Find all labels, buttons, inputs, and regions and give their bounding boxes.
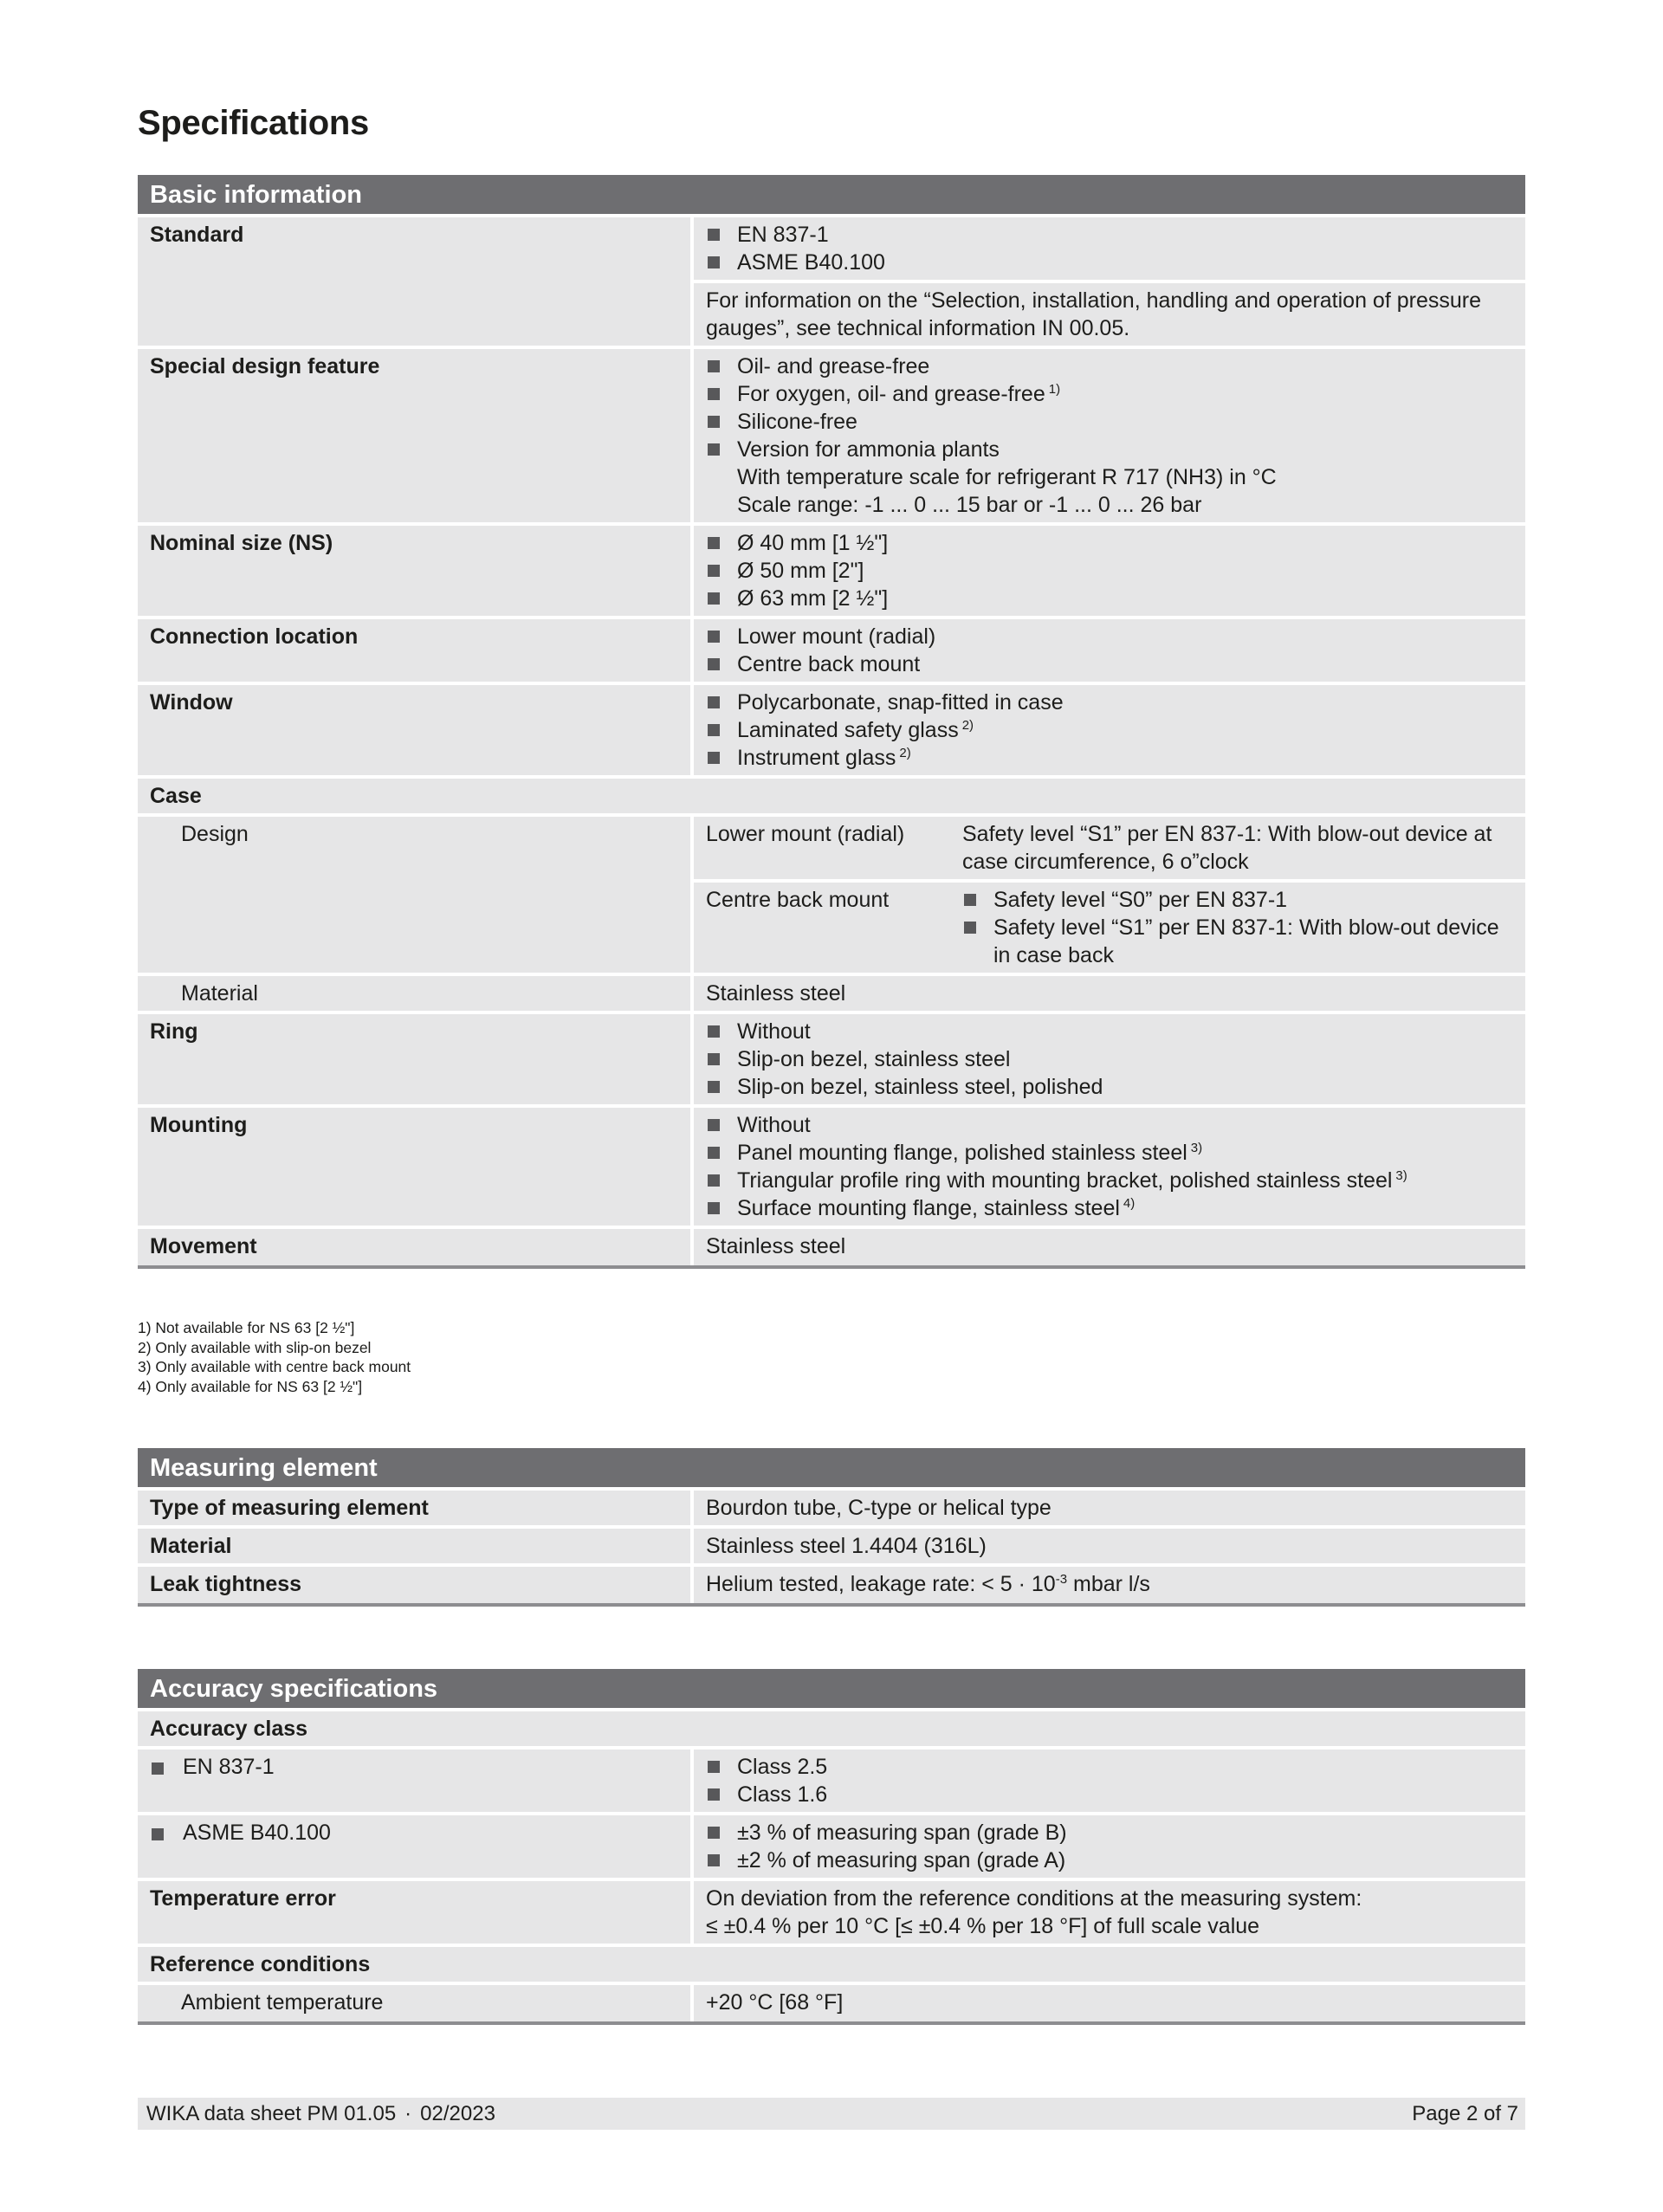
label-movement: Movement [138,1229,690,1265]
list-item: Panel mounting flange, polished stainless steel $^{3)}$ [706,1139,1513,1167]
basic-information-table [138,175,1525,1272]
label-connection-location: Connection location [138,619,690,682]
list-item: Silicone-free [706,408,1513,436]
list-item: Surface mounting flange, stainless steel $^{4)}$ [706,1194,1513,1222]
row-case-material [138,976,1525,1011]
footnote: 4) Only available for NS 63 [2 ½"] [138,1377,363,1395]
row-measuring-material [138,1529,1525,1563]
label-type-of-measuring-element: Type of measuring element [138,1491,690,1525]
footer-page-number: Page 2 of 7 [1412,2101,1518,2125]
label-leak-tightness: Leak tightness [138,1567,690,1603]
label-temperature-error: Temperature error [138,1881,690,1944]
list-item: Ø 50 mm [2"] [706,557,1513,585]
row-accuracy-class [138,1711,1525,1746]
footnote: 2) Only available with slip-on bezel [138,1338,372,1356]
value-asme-b40-100 [694,1815,1525,1878]
row-ring [138,1014,1525,1104]
label-measuring-material: Material [138,1529,690,1563]
row-case-design [138,817,1525,973]
value-case-material: Stainless steel [694,976,1525,1011]
list-item: Ø 63 mm [2 ½"] [706,585,1513,612]
measuring-element-table [138,1448,1525,1610]
value-standard-note: For information on the “Selection, installation, handling and operation of pressure gauges”, see technical information IN 00.05. [694,283,1525,346]
section-header-accuracy-specifications: Accuracy specifications [138,1669,1525,1708]
list-item: Safety level “S0” per EN 837-1 [962,886,1513,914]
footnote-ref: 4) [1123,1196,1136,1211]
row-nominal-size [138,526,1525,616]
list-item: Slip-on bezel, stainless steel [706,1045,1513,1073]
list-item: Ø 40 mm [1 ½"] [706,529,1513,557]
row-mounting [138,1108,1525,1226]
exponent: -3 [1055,1572,1068,1587]
bullet-square-icon [152,1762,164,1775]
list-item: Slip-on bezel, stainless steel, polished [706,1073,1513,1101]
row-asme-b40-100 [138,1815,1525,1878]
row-special-design-feature [138,349,1525,522]
row-connection-location [138,619,1525,682]
value-measuring-material: Stainless steel 1.4404 (316L) [694,1529,1525,1563]
row-reference-conditions [138,1947,1525,1982]
list-item: Class 2.5 [706,1753,1513,1781]
value-en-837-1 [694,1750,1525,1812]
row-temperature-error [138,1881,1525,1944]
list-item: Class 1.6 [706,1781,1513,1808]
row-leak-tightness [138,1567,1525,1607]
row-standard [138,217,1525,346]
list-item: Triangular profile ring with mounting bracket, polished stainless steel $^{3)}$ [706,1167,1513,1194]
label-en-837-1: EN 837-1 [138,1750,690,1812]
value-nominal-size [694,526,1525,616]
accuracy-specifications-table [138,1669,1525,2028]
label-case-material: Material [138,976,690,1011]
label-reference-conditions: Reference conditions [138,1947,1525,1982]
value-movement: Stainless steel [694,1229,1525,1265]
list-item: ASME B40.100 [706,249,1513,276]
list-item: For oxygen, oil- and grease-free $^{1)}$ [706,380,1513,408]
footer-document-id: WIKA data sheet PM 01.05 · 02/2023 [146,2101,495,2125]
label-special-design-feature: Special design feature [138,349,690,522]
label-case: Case [138,779,1525,813]
list-item: Oil- and grease-free [706,352,1513,380]
row-movement [138,1229,1525,1269]
row-ambient-temperature [138,1985,1525,2025]
value-connection-location [694,619,1525,682]
value-special-design-feature [694,349,1525,522]
list-item: ±2 % of measuring span (grade A) [706,1847,1513,1874]
footnote-ref: 2) [899,746,911,760]
footnote: 3) Only available with centre back mount [138,1358,411,1375]
row-type-of-measuring-element [138,1491,1525,1525]
list-item: ±3 % of measuring span (grade B) [706,1819,1513,1847]
row-case [138,779,1525,813]
value-mounting [694,1108,1525,1226]
list-item: Laminated safety glass $^{2)}$ [706,716,1513,744]
label-standard: Standard [138,217,690,346]
list-item: Polycarbonate, snap-fitted in case [706,689,1513,716]
case-design-lower-text: Safety level “S1” per EN 837-1: With blow-out device at case circumference, 6 o”clock [962,822,1492,874]
section-header-basic-information: Basic information [138,175,1525,214]
value-ring [694,1014,1525,1104]
label-ring: Ring [138,1014,690,1104]
list-item: Safety level “S1” per EN 837-1: With blow-out device in case back [962,914,1513,969]
label-nominal-size: Nominal size (NS) [138,526,690,616]
label-mounting: Mounting [138,1108,690,1226]
value-leak-tightness: Helium tested, leakage rate: < $5 \cdot 10^{-3}$ mbar l/s [694,1567,1525,1603]
list-item: Version for ammonia plants With temperature scale for refrigerant R 717 (NH3) in °C Scale range: -1 ... 0 ... 15 bar or -1 ... 0 ... 26 bar [706,436,1513,519]
value-temperature-error: On deviation from the reference conditions at the measuring system: ≤ ±0.4 % per 10 °C [≤ ±0.4 % per 18 °F] of full scale value [694,1881,1525,1944]
footnote-ref: 2) [961,718,974,733]
label-asme-b40-100: ASME B40.100 [138,1815,690,1878]
page-title: Specifications [138,104,369,142]
list-item: Lower mount (radial) [706,623,1513,650]
label-accuracy-class: Accuracy class [138,1711,1525,1746]
row-en-837-1 [138,1750,1525,1812]
value-case-design-lower [694,817,1525,879]
value-window [694,685,1525,775]
value-case-design-centre [694,883,1525,973]
label-window: Window [138,685,690,775]
value-standard-list [694,217,1525,280]
list-item: Without [706,1111,1513,1139]
section-header-measuring-element: Measuring element [138,1448,1525,1487]
value-ambient-temperature: +20 °C [68 °F] [694,1985,1525,2021]
page-footer [138,2098,1525,2130]
label-case-design: Design [138,817,690,973]
bullet-square-icon [152,1828,164,1840]
list-item: EN 837-1 [706,221,1513,249]
footnote-ref: 3) [1395,1168,1407,1183]
row-window [138,685,1525,775]
list-item: Centre back mount [706,650,1513,678]
footnote-ref: 1) [1048,382,1061,397]
footnotes [138,1318,411,1396]
value-type-of-measuring-element: Bourdon tube, C-type or helical type [694,1491,1525,1525]
list-item: Without [706,1018,1513,1045]
list-item: Instrument glass $^{2)}$ [706,744,1513,772]
footnote: 1) Not available for NS 63 [2 ½"] [138,1319,355,1336]
case-design-centre-label: Centre back mount [706,888,890,912]
footnote-ref: 3) [1190,1141,1203,1155]
case-design-lower-label: Lower mount (radial) [706,822,905,846]
label-ambient-temperature: Ambient temperature [138,1985,690,2021]
